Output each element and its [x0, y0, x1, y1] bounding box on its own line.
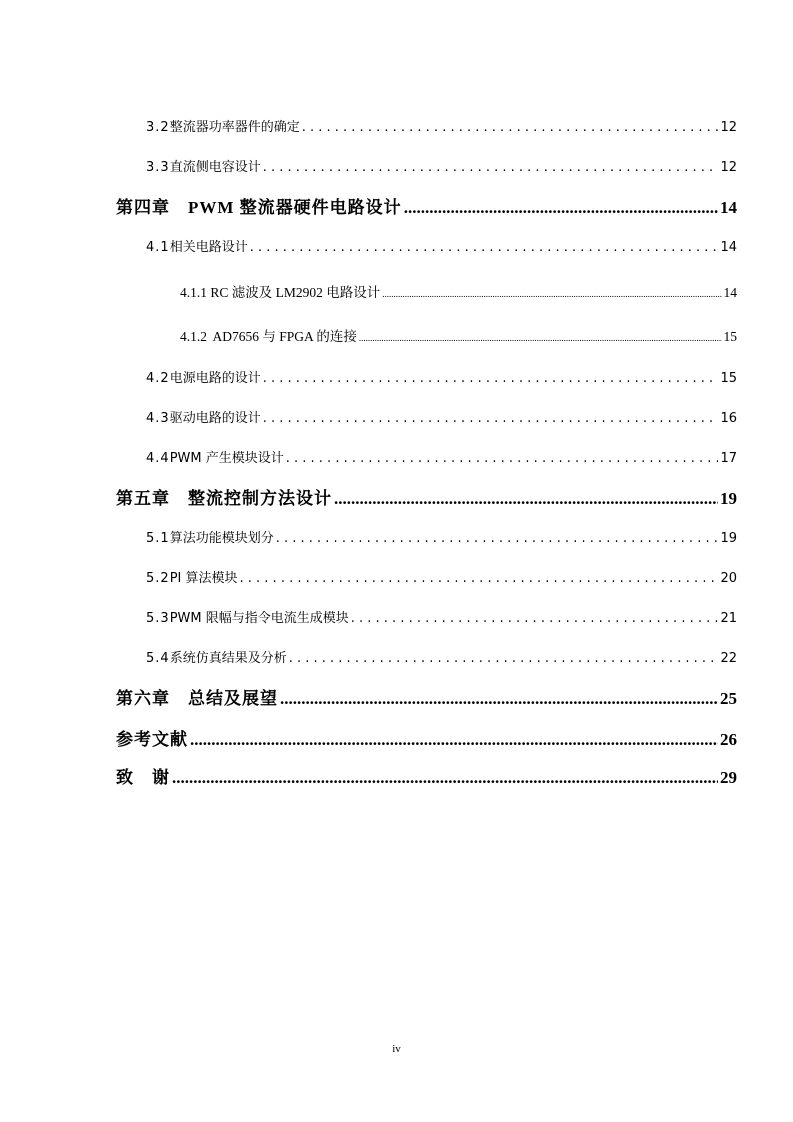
dot-leader — [250, 240, 719, 255]
toc-entry-page: 15 — [720, 371, 737, 386]
toc-entry-page: 20 — [720, 571, 737, 586]
toc-entry-title: 系统仿真结果及分析 — [169, 651, 287, 666]
page-number: iv — [392, 1043, 401, 1055]
toc-entry-number: 4.3 — [146, 411, 170, 426]
toc-entry-title: PWM 限幅与指令电流生成模块 — [169, 611, 349, 626]
dot-leader — [359, 329, 722, 345]
dot-leader — [382, 285, 721, 301]
toc-entry-page: 14 — [720, 198, 737, 217]
dot-leader — [263, 411, 719, 426]
toc-entry[interactable] — [146, 156, 737, 175]
toc-entry-page: 14 — [723, 285, 737, 300]
toc-entry-number: 4.1.2 — [180, 329, 207, 344]
toc-entry-number: 4.1 — [146, 240, 170, 255]
toc-entry-page: 19 — [720, 531, 737, 546]
toc-entry[interactable] — [146, 116, 737, 135]
toc-entry-page: 12 — [720, 120, 737, 135]
toc-entry-page: 25 — [720, 689, 737, 708]
toc-entry-number: 5.1 — [146, 531, 170, 546]
toc-entry-page: 19 — [720, 489, 737, 508]
dot-leader — [404, 198, 718, 218]
toc-chapter-entry[interactable] — [116, 484, 737, 509]
toc-entry[interactable] — [146, 567, 737, 586]
toc-entry-title: 整流器功率器件的确定 — [169, 120, 300, 135]
toc-entry-page: 17 — [720, 451, 737, 466]
toc-chapter-title: 第五章 整流控制方法设计 — [116, 489, 332, 508]
toc-entry-number: 4.4 — [146, 451, 170, 466]
dot-leader — [286, 451, 719, 466]
toc-entry-title: AD7656 与 FPGA 的连接 — [212, 329, 357, 344]
toc-subentry[interactable] — [180, 281, 737, 301]
toc-entry-number: 5.2 — [146, 571, 170, 586]
dot-leader — [334, 489, 718, 509]
toc-chapter-title: 致 谢 — [116, 768, 170, 787]
toc-chapter-title: 参考文献 — [116, 730, 188, 749]
toc-chapter-title: 第四章 PWM 整流器硬件电路设计 — [116, 198, 402, 217]
toc-chapter-entry[interactable] — [116, 725, 737, 750]
toc-entry[interactable] — [146, 447, 737, 466]
dot-leader — [351, 611, 719, 626]
toc-entry-page: 21 — [720, 611, 737, 626]
dot-leader — [276, 531, 719, 546]
dot-leader — [240, 571, 719, 586]
toc-entry-number: 3.3 — [146, 160, 170, 175]
toc-chapter-title: 第六章 总结及展望 — [116, 689, 278, 708]
dot-leader — [172, 768, 718, 788]
dot-leader — [263, 371, 719, 386]
toc-entry[interactable] — [146, 407, 737, 426]
toc-chapter-entry[interactable] — [116, 763, 737, 788]
toc-entry-number: 4.2 — [146, 371, 170, 386]
toc-entry-title: PWM 产生模块设计 — [169, 451, 284, 466]
toc-entry-number: 4.1.1 — [180, 285, 207, 300]
dot-leader — [190, 730, 718, 750]
toc-entry-page: 15 — [723, 329, 737, 344]
toc-entry-page: 22 — [720, 651, 737, 666]
toc-entry-title: 电源电路的设计 — [169, 371, 261, 386]
dot-leader — [280, 689, 718, 709]
toc-entry-page: 12 — [720, 160, 737, 175]
toc-entry-page: 26 — [720, 730, 737, 749]
dot-leader — [263, 160, 719, 175]
toc-entry-number: 5.4 — [146, 651, 170, 666]
toc-entry-number: 3.2 — [146, 120, 170, 135]
toc-entry-page: 16 — [720, 411, 737, 426]
toc-entry-title: 驱动电路的设计 — [169, 411, 261, 426]
toc-entry-title: 相关电路设计 — [169, 240, 248, 255]
toc-entry[interactable] — [146, 236, 737, 255]
toc-subentry[interactable] — [180, 325, 737, 345]
toc-entry-title: 直流侧电容设计 — [169, 160, 261, 175]
toc-entry[interactable] — [146, 607, 737, 626]
toc-entry-page: 29 — [720, 768, 737, 787]
toc-entry-number: 5.3 — [146, 611, 170, 626]
toc-entry-title: RC 滤波及 LM2902 电路设计 — [210, 285, 381, 300]
toc-entry-title: PI 算法模块 — [169, 571, 238, 586]
dot-leader — [302, 120, 719, 135]
toc-entry[interactable] — [146, 367, 737, 386]
toc-entry[interactable] — [146, 647, 737, 666]
toc-entry-page: 14 — [720, 240, 737, 255]
toc-chapter-entry[interactable] — [116, 193, 737, 218]
toc-entry[interactable] — [146, 527, 737, 546]
dot-leader — [289, 651, 719, 666]
toc-chapter-entry[interactable] — [116, 684, 737, 709]
toc-entry-title: 算法功能模块划分 — [169, 531, 274, 546]
